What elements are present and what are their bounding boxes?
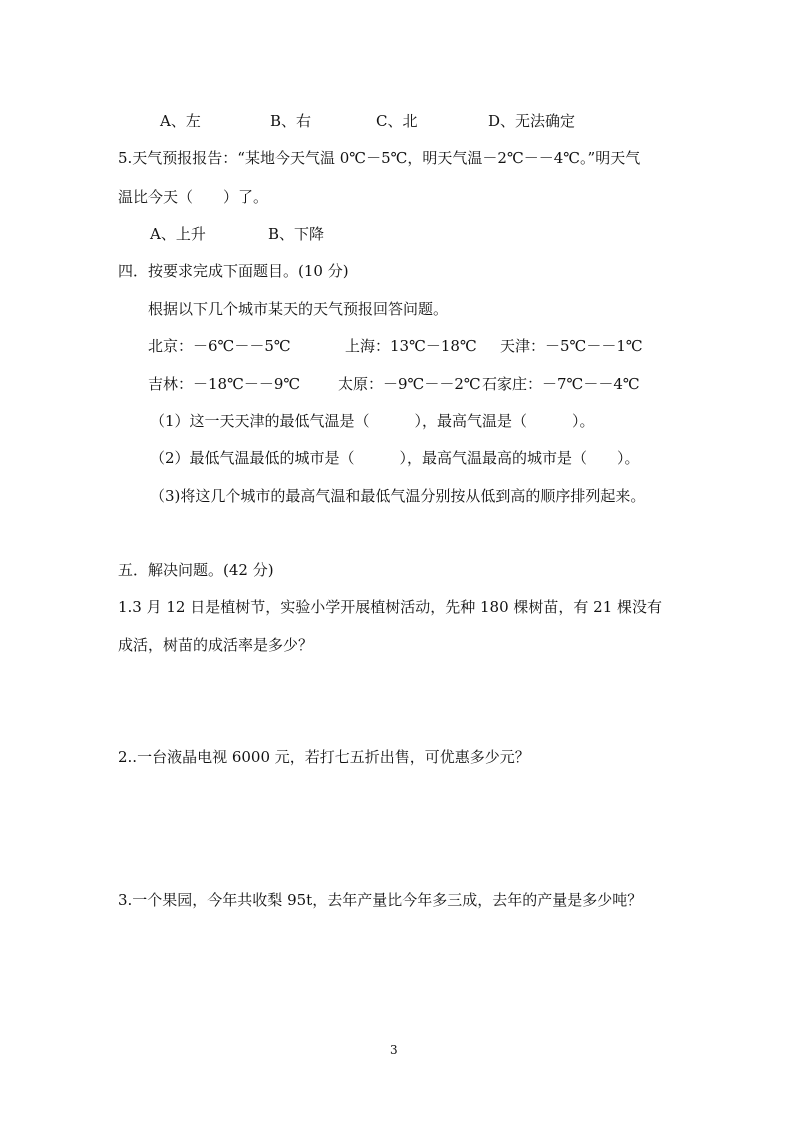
problem2: 2..一台液晶电视 6000 元，若打七五折出售，可优惠多少元？ [118,748,530,766]
section5-heading: 五．解决问题。(42 分) [118,561,274,579]
city-taiyuan: 太原：－9℃－－2℃ [338,375,481,393]
problem1-line1: 1.3 月 12 日是植树节，实验小学开展植树活动，先种 180 棵树苗，有 21 棵没有 [118,598,663,616]
q4-option-c: C、北 [376,112,418,130]
section4-heading: 四．按要求完成下面题目。(10 分) [118,262,349,280]
q5-line2: 温比今天（ ）了。 [118,188,269,206]
q5-option-a: A、上升 [150,225,206,243]
city-shijiazhuang: 石家庄：－7℃－－4℃ [482,375,640,393]
section4-q3: （3)将这几个城市的最高气温和最低气温分别按从低到高的顺序排列起来。 [150,487,646,505]
section4-intro: 根据以下几个城市某天的天气预报回答问题。 [148,300,449,318]
q4-option-d: D、无法确定 [488,112,576,130]
section4-q2: （2）最低气温最低的城市是（ ），最高气温最高的城市是（ ）。 [150,449,640,467]
problem1-line2: 成活，树苗的成活率是多少？ [118,636,314,654]
page-number: 3 [390,1043,398,1057]
section4-q1: （1）这一天天津的最低气温是（ ），最高气温是（ ）。 [150,412,595,430]
q5-option-b: B、下降 [268,225,325,243]
city-jilin: 吉林：－18℃－－9℃ [148,375,301,393]
city-shanghai: 上海：13℃－18℃ [345,337,477,355]
q5-line1: 5.天气预报报告：“某地今天气温 0℃－5℃，明天气温－2℃－－4℃。”明天气 [118,149,641,167]
q4-option-b: B、右 [270,112,312,130]
problem3: 3.一个果园，今年共收梨 95t，去年产量比今年多三成，去年的产量是多少吨？ [118,891,643,909]
city-tianjin: 天津：－5℃－－1℃ [500,337,643,355]
q4-option-a: A、左 [160,112,201,130]
city-beijing: 北京：－6℃－－5℃ [148,337,291,355]
